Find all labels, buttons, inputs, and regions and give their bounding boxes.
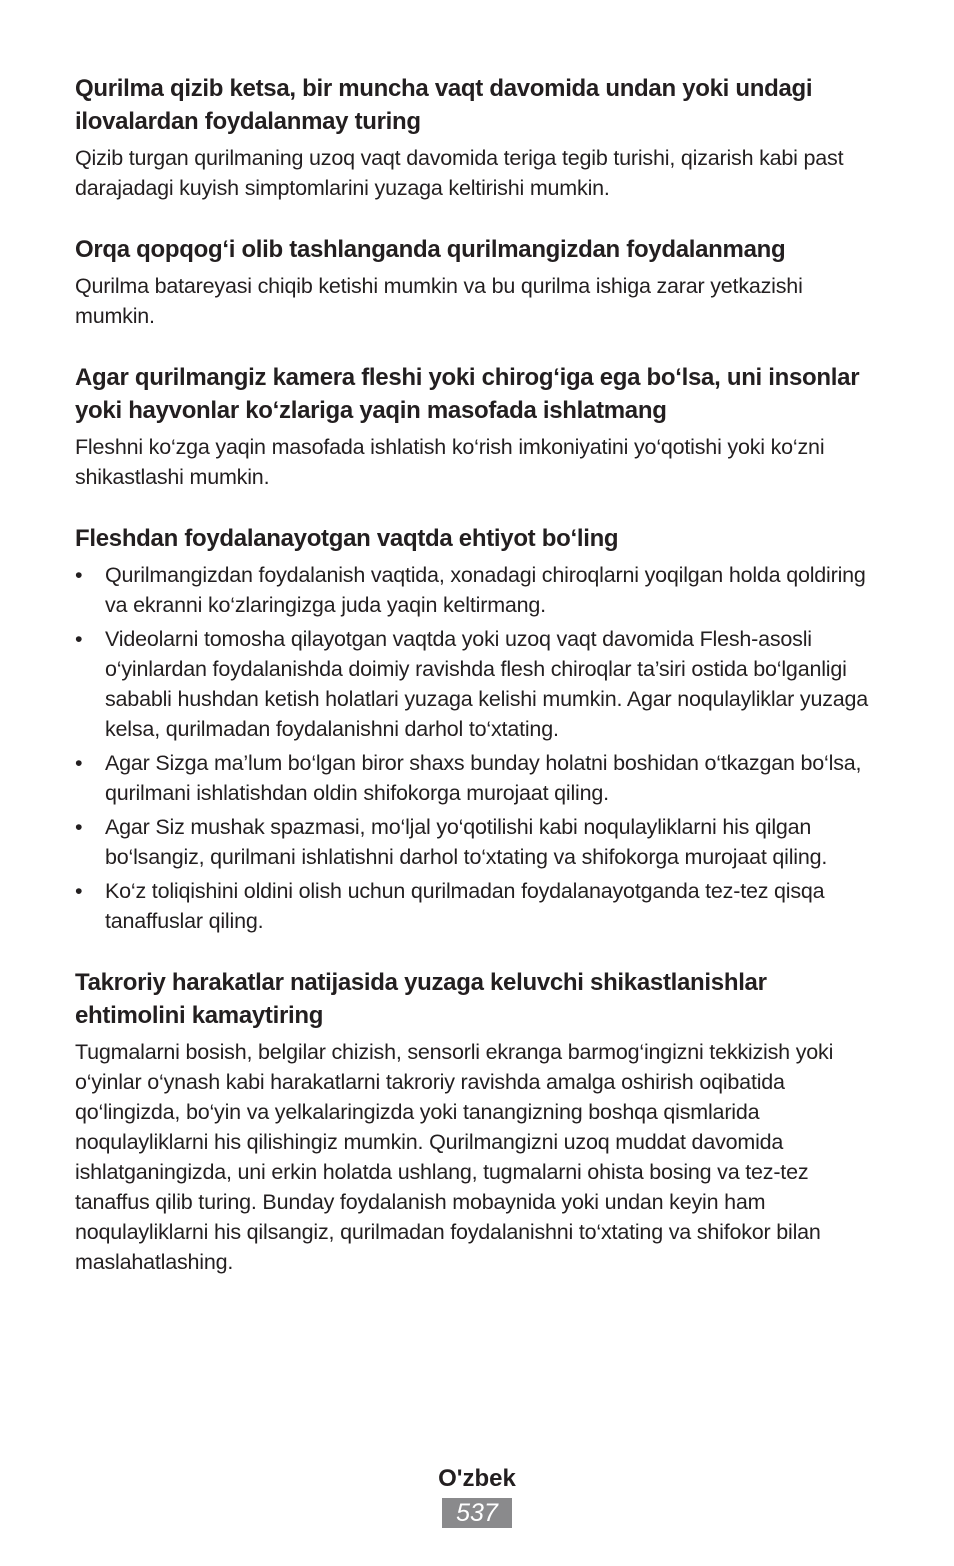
footer-language: O'zbek: [438, 1465, 516, 1492]
bullet-icon: •: [75, 815, 83, 839]
section-body: Fleshni ko‘zga yaqin masofada ishlatish ko‘rish imkoniyatini yo‘qotishi yoki ko‘zni shikastlashi mumkin.: [75, 435, 825, 489]
section-back-cover: [75, 233, 875, 331]
page-number-badge: 537: [442, 1498, 512, 1528]
section-flash-caution: [75, 522, 875, 936]
bullet-icon: •: [75, 563, 83, 587]
page-footer: [0, 1462, 954, 1528]
bullet-icon: •: [75, 751, 83, 775]
bullet-list: [75, 560, 875, 936]
list-item: [75, 812, 875, 872]
list-item: [75, 748, 875, 808]
section-body: Qurilma batareyasi chiqib ketishi mumkin va bu qurilma ishiga zarar yetkazishi mumkin.: [75, 274, 803, 328]
list-item-text: Agar Siz mushak spazmasi, mo‘ljal yo‘qotilishi kabi noqulayliklarni his qilgan bo‘lsangiz, qurilmani ishlatishni darhol to‘xtating va shifokorga murojaat qiling.: [105, 815, 828, 869]
list-item-text: Videolarni tomosha qilayotgan vaqtda yoki uzoq vaqt davomida Flesh-asosli o‘yinlardan foydalanishda doimiy ravishda flesh chiroqlar ta’siri ostida bo‘lganligi sababli hushdan ketish holatlari yuzaga kelishi mumkin. Agar noqulayliklar yuzaga kelsa, qurilmadan foydalanishni darhol to‘xtating.: [105, 627, 869, 741]
list-item-text: Agar Sizga ma’lum bo‘lgan biror shaxs bunday holatni boshidan o‘tkazgan bo‘lsa, qurilmani ishlatishdan oldin shifokorga murojaat qiling.: [105, 751, 862, 805]
document-page: [75, 72, 875, 1307]
list-item: [75, 560, 875, 620]
section-camera-flash: [75, 361, 875, 492]
section-overheating: [75, 72, 875, 203]
section-heading: Takroriy harakatlar natijasida yuzaga keluvchi shikastlanishlar ehtimolini kamaytiring: [75, 969, 767, 1029]
section-body: Qizib turgan qurilmaning uzoq vaqt davomida teriga tegib turishi, qizarish kabi past darajadagi kuyish simptomlarini yuzaga keltirishi mumkin.: [75, 146, 844, 200]
section-repetitive-motion: [75, 966, 875, 1277]
bullet-icon: •: [75, 627, 83, 651]
section-heading: Fleshdan foydalanayotgan vaqtda ehtiyot bo‘ling: [75, 525, 619, 552]
list-item-text: Ko‘z toliqishini oldini olish uchun qurilmadan foydalanayotganda tez-tez qisqa tanaffuslar qiling.: [105, 879, 825, 933]
section-heading: Qurilma qizib ketsa, bir muncha vaqt davomida undan yoki undagi ilovalardan foydalanmay turing: [75, 75, 813, 135]
section-heading: Agar qurilmangiz kamera fleshi yoki chirog‘iga ega bo‘lsa, uni insonlar yoki hayvonlar ko‘zlariga yaqin masofada ishlatmang: [75, 364, 860, 424]
list-item: [75, 876, 875, 936]
list-item: [75, 624, 875, 744]
bullet-icon: •: [75, 879, 83, 903]
list-item-text: Qurilmangizdan foydalanish vaqtida, xonadagi chiroqlarni yoqilgan holda qoldiring va ekranni ko‘zlaringizga juda yaqin keltirmang.: [105, 563, 866, 617]
section-heading: Orqa qopqog‘i olib tashlanganda qurilmangizdan foydalanmang: [75, 236, 786, 263]
section-body: Tugmalarni bosish, belgilar chizish, sensorli ekranga barmog‘ingizni tekkizish yoki o‘yinlar o‘ynash kabi harakatlarni takroriy ravishda amalga oshirish oqibatida qo‘lingizda, bo‘yin va yelkalaringizda yoki tanangizning boshqa qismlarida noqulayliklarni his qilishingiz mumkin. Qurilmangizni uzoq muddat davomida ishlatganingizda, uni erkin holatda ushlang, tugmalarni ohista bosing va tez-tez tanaffus qilib turing. Bunday foydalanish mobaynida yoki undan keyin ham noqulayliklarni his qilsangiz, qurilmadan foydalanishni to‘xtating va shifokor bilan maslahatlashing.: [75, 1040, 834, 1274]
